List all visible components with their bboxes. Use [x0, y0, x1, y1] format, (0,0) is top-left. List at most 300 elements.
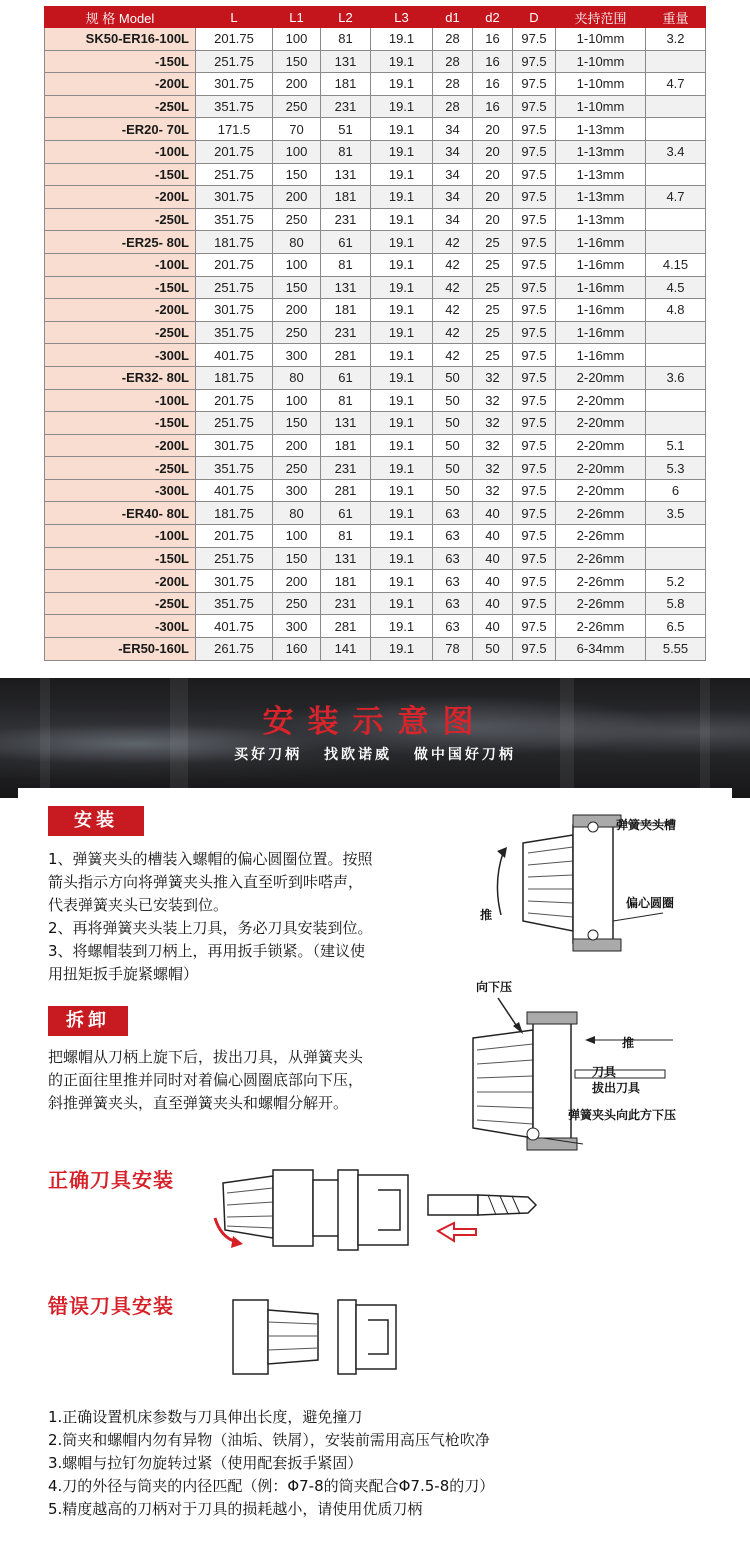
table-cell: 231	[321, 95, 371, 118]
table-cell: 97.5	[513, 253, 556, 276]
model-cell: -150L	[45, 547, 196, 570]
remove-line-3: 斜推弹簧夹头，直至弹簧夹头和螺帽分解开。	[48, 1094, 349, 1112]
table-cell: 81	[321, 28, 371, 51]
table-row	[45, 638, 706, 661]
table-cell: 97.5	[513, 28, 556, 51]
table-cell: 231	[321, 321, 371, 344]
table-cell: 181.75	[196, 502, 273, 525]
banner-title: 安装示意图	[262, 704, 488, 740]
column-header: L1	[273, 7, 321, 28]
table-cell: 19.1	[371, 479, 433, 502]
table-row	[45, 140, 706, 163]
table-cell: 2-20mm	[556, 434, 646, 457]
table-cell: 351.75	[196, 321, 273, 344]
table-cell: 301.75	[196, 186, 273, 209]
table-cell: 19.1	[371, 163, 433, 186]
table-cell: 2-20mm	[556, 366, 646, 389]
table-row	[45, 366, 706, 389]
table-cell: 81	[321, 525, 371, 548]
table-cell	[646, 412, 706, 435]
table-cell: 250	[273, 208, 321, 231]
table-cell: 200	[273, 73, 321, 96]
model-cell: -ER25- 80L	[45, 231, 196, 254]
table-cell: 1-16mm	[556, 344, 646, 367]
table-cell: 19.1	[371, 276, 433, 299]
table-cell: 5.55	[646, 638, 706, 661]
table-cell	[646, 50, 706, 73]
table-cell: 401.75	[196, 615, 273, 638]
table-cell: 5.8	[646, 592, 706, 615]
install-line-4: 2、再将弹簧夹头装上刀具，务必刀具安装到位。	[48, 919, 373, 937]
label-tool: 刀具	[592, 1065, 617, 1079]
model-cell: -200L	[45, 186, 196, 209]
table-cell: 401.75	[196, 344, 273, 367]
table-row	[45, 276, 706, 299]
model-cell: -200L	[45, 73, 196, 96]
model-cell: -200L	[45, 570, 196, 593]
model-cell: -300L	[45, 615, 196, 638]
table-cell: 301.75	[196, 570, 273, 593]
remove-badge: 拆卸	[48, 1006, 128, 1036]
table-cell	[646, 231, 706, 254]
table-cell: 250	[273, 457, 321, 480]
model-cell: -100L	[45, 389, 196, 412]
label-eccentric-circle: 偏心圆圈	[626, 896, 675, 910]
table-cell: 40	[473, 570, 513, 593]
table-cell: 20	[473, 163, 513, 186]
table-cell: 300	[273, 344, 321, 367]
column-header: L2	[321, 7, 371, 28]
install-diagram	[473, 803, 728, 953]
note-item: 3.螺帽与拉钉勿旋转过紧（使用配套扳手紧固）	[48, 1454, 363, 1472]
table-cell: 32	[473, 389, 513, 412]
table-cell: 42	[433, 344, 473, 367]
column-header: d1	[433, 7, 473, 28]
table-cell: 16	[473, 95, 513, 118]
table-row	[45, 389, 706, 412]
table-cell: 351.75	[196, 95, 273, 118]
table-cell: 1-13mm	[556, 163, 646, 186]
table-cell: 63	[433, 502, 473, 525]
model-cell: -150L	[45, 276, 196, 299]
table-cell	[646, 163, 706, 186]
table-cell	[646, 547, 706, 570]
table-cell: 40	[473, 547, 513, 570]
table-cell: 1-13mm	[556, 140, 646, 163]
table-cell: 80	[273, 231, 321, 254]
table-cell: 19.1	[371, 50, 433, 73]
column-header: d2	[473, 7, 513, 28]
table-cell: 51	[321, 118, 371, 141]
table-cell: 351.75	[196, 592, 273, 615]
table-cell: 19.1	[371, 95, 433, 118]
table-cell: 1-10mm	[556, 28, 646, 51]
label-press-down: 向下压	[476, 980, 513, 994]
table-cell	[646, 208, 706, 231]
table-cell: 201.75	[196, 28, 273, 51]
table-cell: 97.5	[513, 231, 556, 254]
table-cell: 131	[321, 50, 371, 73]
model-cell: -250L	[45, 592, 196, 615]
table-cell: 40	[473, 502, 513, 525]
model-cell: -ER20- 70L	[45, 118, 196, 141]
table-row	[45, 457, 706, 480]
table-cell: 19.1	[371, 570, 433, 593]
table-cell: 3.2	[646, 28, 706, 51]
table-cell: 19.1	[371, 299, 433, 322]
table-row	[45, 344, 706, 367]
table-cell: 4.7	[646, 186, 706, 209]
model-cell: -250L	[45, 321, 196, 344]
table-cell: 19.1	[371, 525, 433, 548]
table-cell: 50	[433, 434, 473, 457]
install-line-1: 1、弹簧夹头的槽装入螺帽的偏心圆圈位置。按照	[48, 850, 373, 868]
table-cell: 200	[273, 186, 321, 209]
table-cell: 42	[433, 299, 473, 322]
table-cell: 5.3	[646, 457, 706, 480]
table-cell: 42	[433, 321, 473, 344]
model-cell: -100L	[45, 525, 196, 548]
table-cell: 42	[433, 253, 473, 276]
model-cell: -300L	[45, 479, 196, 502]
table-cell: 40	[473, 615, 513, 638]
table-cell: 1-10mm	[556, 73, 646, 96]
table-cell	[646, 344, 706, 367]
table-cell: 42	[433, 276, 473, 299]
model-cell: SK50-ER16-100L	[45, 28, 196, 51]
model-cell: -ER50-160L	[45, 638, 196, 661]
table-cell: 251.75	[196, 412, 273, 435]
table-cell: 34	[433, 208, 473, 231]
table-cell: 251.75	[196, 50, 273, 73]
table-cell: 81	[321, 140, 371, 163]
table-cell: 19.1	[371, 412, 433, 435]
table-cell: 19.1	[371, 28, 433, 51]
table-cell: 301.75	[196, 434, 273, 457]
table-cell: 251.75	[196, 163, 273, 186]
install-instructions	[48, 848, 373, 986]
table-row	[45, 163, 706, 186]
table-row	[45, 321, 706, 344]
table-cell: 80	[273, 366, 321, 389]
table-cell: 97.5	[513, 479, 556, 502]
table-cell: 250	[273, 321, 321, 344]
table-cell: 131	[321, 547, 371, 570]
table-cell: 40	[473, 525, 513, 548]
table-cell: 150	[273, 412, 321, 435]
table-cell: 40	[473, 592, 513, 615]
table-cell: 181	[321, 570, 371, 593]
table-cell: 32	[473, 434, 513, 457]
table-row	[45, 208, 706, 231]
table-cell: 61	[321, 366, 371, 389]
table-cell: 63	[433, 592, 473, 615]
table-cell: 200	[273, 299, 321, 322]
install-line-5: 3、将螺帽装到刀柄上，再用扳手锁紧。（建议使	[48, 942, 366, 960]
table-cell: 50	[433, 479, 473, 502]
install-line-2: 箭头指示方向将弹簧夹头推入直至听到咔嗒声，	[48, 873, 364, 891]
table-cell: 61	[321, 231, 371, 254]
table-cell: 160	[273, 638, 321, 661]
table-cell: 25	[473, 276, 513, 299]
label-push: 推	[480, 908, 493, 922]
table-cell: 2-26mm	[556, 592, 646, 615]
table-cell: 19.1	[371, 457, 433, 480]
table-cell: 19.1	[371, 140, 433, 163]
table-cell: 300	[273, 479, 321, 502]
table-cell: 281	[321, 479, 371, 502]
table-cell: 63	[433, 547, 473, 570]
table-cell: 1-10mm	[556, 50, 646, 73]
table-cell: 5.2	[646, 570, 706, 593]
table-cell: 201.75	[196, 389, 273, 412]
table-cell: 171.5	[196, 118, 273, 141]
table-row	[45, 525, 706, 548]
model-cell: -200L	[45, 434, 196, 457]
table-cell: 25	[473, 321, 513, 344]
label-pull-tool: 拔出刀具	[592, 1081, 641, 1095]
label-collet-press: 弹簧夹头向此方下压	[568, 1108, 677, 1122]
table-cell: 97.5	[513, 95, 556, 118]
column-header: L	[196, 7, 273, 28]
table-cell: 97.5	[513, 592, 556, 615]
table-cell: 19.1	[371, 186, 433, 209]
banner-slogan	[0, 744, 750, 764]
slogan-part-1: 买好刀柄	[234, 747, 303, 763]
table-cell: 351.75	[196, 208, 273, 231]
table-header-row	[45, 7, 706, 28]
table-cell: 2-26mm	[556, 525, 646, 548]
table-cell: 4.7	[646, 73, 706, 96]
table-cell: 131	[321, 163, 371, 186]
table-row	[45, 434, 706, 457]
table-cell: 1-13mm	[556, 208, 646, 231]
table-cell: 401.75	[196, 479, 273, 502]
table-row	[45, 50, 706, 73]
table-cell: 3.6	[646, 366, 706, 389]
table-cell: 28	[433, 95, 473, 118]
table-cell	[646, 321, 706, 344]
table-cell: 19.1	[371, 615, 433, 638]
install-line-6: 用扭矩扳手旋紧螺帽）	[48, 965, 199, 983]
table-cell: 97.5	[513, 163, 556, 186]
table-cell: 251.75	[196, 547, 273, 570]
table-cell: 19.1	[371, 547, 433, 570]
model-cell: -150L	[45, 50, 196, 73]
table-cell: 50	[473, 638, 513, 661]
table-cell: 97.5	[513, 638, 556, 661]
table-cell: 1-13mm	[556, 186, 646, 209]
remove-instructions	[48, 1046, 363, 1115]
table-cell: 281	[321, 344, 371, 367]
table-cell: 1-13mm	[556, 118, 646, 141]
table-cell: 2-20mm	[556, 457, 646, 480]
label-collet-groove: 弹簧夹头槽	[616, 818, 677, 832]
slogan-part-3: 做中国好刀柄	[413, 747, 516, 763]
table-cell: 2-20mm	[556, 389, 646, 412]
correct-install-heading: 正确刀具安装	[48, 1168, 174, 1192]
table-body	[45, 28, 706, 661]
table-cell: 150	[273, 50, 321, 73]
table-cell: 50	[433, 366, 473, 389]
table-row	[45, 299, 706, 322]
table-cell: 19.1	[371, 231, 433, 254]
table-cell: 150	[273, 163, 321, 186]
table-row	[45, 502, 706, 525]
content-panel	[18, 788, 732, 1546]
table-cell: 97.5	[513, 50, 556, 73]
table-cell: 19.1	[371, 208, 433, 231]
table-cell: 100	[273, 253, 321, 276]
table-cell: 97.5	[513, 412, 556, 435]
install-line-3: 代表弹簧夹头已安装到位。	[48, 896, 229, 914]
table-cell: 100	[273, 140, 321, 163]
table-cell: 2-26mm	[556, 570, 646, 593]
table-row	[45, 73, 706, 96]
model-cell: -150L	[45, 412, 196, 435]
column-header: D	[513, 7, 556, 28]
table-cell: 19.1	[371, 592, 433, 615]
table-row	[45, 118, 706, 141]
table-row	[45, 95, 706, 118]
table-cell: 1-16mm	[556, 253, 646, 276]
table-cell: 25	[473, 299, 513, 322]
table-cell: 28	[433, 73, 473, 96]
table-cell: 4.5	[646, 276, 706, 299]
spec-table	[44, 6, 706, 661]
table-cell: 181	[321, 186, 371, 209]
table-cell: 97.5	[513, 525, 556, 548]
model-cell: -250L	[45, 95, 196, 118]
model-cell: -ER32- 80L	[45, 366, 196, 389]
remove-line-1: 把螺帽从刀柄上旋下后，拔出刀具，从弹簧夹头	[48, 1048, 364, 1066]
table-cell	[646, 118, 706, 141]
table-cell: 97.5	[513, 118, 556, 141]
table-cell: 78	[433, 638, 473, 661]
table-cell: 181	[321, 299, 371, 322]
table-cell: 97.5	[513, 389, 556, 412]
table-cell: 19.1	[371, 344, 433, 367]
model-cell: -250L	[45, 208, 196, 231]
table-cell: 97.5	[513, 344, 556, 367]
table-cell: 28	[433, 50, 473, 73]
table-row	[45, 592, 706, 615]
usage-notes	[48, 1406, 494, 1521]
table-cell: 20	[473, 186, 513, 209]
table-cell: 70	[273, 118, 321, 141]
table-cell: 20	[473, 118, 513, 141]
table-cell: 301.75	[196, 299, 273, 322]
table-cell: 231	[321, 592, 371, 615]
model-cell: -300L	[45, 344, 196, 367]
table-cell: 141	[321, 638, 371, 661]
table-cell: 97.5	[513, 434, 556, 457]
table-cell	[646, 525, 706, 548]
table-cell: 19.1	[371, 253, 433, 276]
table-cell: 97.5	[513, 73, 556, 96]
table-cell: 50	[433, 389, 473, 412]
table-cell: 80	[273, 502, 321, 525]
table-cell: 34	[433, 118, 473, 141]
table-cell: 250	[273, 95, 321, 118]
table-cell: 16	[473, 28, 513, 51]
table-cell: 1-16mm	[556, 231, 646, 254]
table-cell: 97.5	[513, 299, 556, 322]
table-cell: 2-26mm	[556, 502, 646, 525]
table-cell: 81	[321, 253, 371, 276]
table-cell: 131	[321, 276, 371, 299]
table-cell: 61	[321, 502, 371, 525]
note-item: 2.筒夹和螺帽内勿有异物（油垢、铁屑），安装前需用高压气枪吹净	[48, 1431, 490, 1449]
table-cell: 4.8	[646, 299, 706, 322]
table-cell: 19.1	[371, 73, 433, 96]
table-cell: 19.1	[371, 366, 433, 389]
model-cell: -100L	[45, 253, 196, 276]
table-cell: 181.75	[196, 231, 273, 254]
table-cell: 97.5	[513, 615, 556, 638]
table-cell: 4.15	[646, 253, 706, 276]
model-cell: -100L	[45, 140, 196, 163]
table-cell: 181.75	[196, 366, 273, 389]
column-header: 重量	[646, 7, 706, 28]
table-cell: 181	[321, 434, 371, 457]
table-cell: 2-20mm	[556, 412, 646, 435]
table-cell: 25	[473, 344, 513, 367]
note-item: 4.刀的外径与筒夹的内径匹配（例：Φ7-8的筒夹配合Φ7.5-8的刀）	[48, 1477, 495, 1495]
table-cell: 100	[273, 389, 321, 412]
table-cell: 351.75	[196, 457, 273, 480]
table-cell: 201.75	[196, 140, 273, 163]
end-mill-illustration	[418, 1183, 548, 1253]
note-item: 1.正确设置机床参数与刀具伸出长度，避免撞刀	[48, 1408, 363, 1426]
note-item: 5.精度越高的刀柄对于刀具的损耗越小，请使用优质刀柄	[48, 1500, 423, 1518]
column-header: 规 格 Model	[45, 7, 196, 28]
table-cell: 63	[433, 525, 473, 548]
table-cell: 231	[321, 457, 371, 480]
table-cell: 16	[473, 50, 513, 73]
table-cell: 19.1	[371, 434, 433, 457]
table-cell: 97.5	[513, 276, 556, 299]
table-cell: 97.5	[513, 140, 556, 163]
table-cell: 200	[273, 570, 321, 593]
table-cell: 6-34mm	[556, 638, 646, 661]
table-row	[45, 231, 706, 254]
wrong-collet-illustration	[223, 1290, 343, 1385]
table-cell: 201.75	[196, 525, 273, 548]
model-cell: -250L	[45, 457, 196, 480]
table-cell: 19.1	[371, 502, 433, 525]
table-cell: 34	[433, 163, 473, 186]
table-cell: 97.5	[513, 366, 556, 389]
table-cell: 32	[473, 366, 513, 389]
table-cell: 181	[321, 73, 371, 96]
table-cell: 2-20mm	[556, 479, 646, 502]
slogan-part-2: 找欧诺威	[324, 747, 392, 763]
table-cell: 32	[473, 457, 513, 480]
model-cell: -200L	[45, 299, 196, 322]
table-cell	[646, 389, 706, 412]
wrong-nut-illustration	[328, 1290, 408, 1385]
table-row	[45, 186, 706, 209]
table-cell: 251.75	[196, 276, 273, 299]
table-cell: 97.5	[513, 186, 556, 209]
column-header: 夹持范围	[556, 7, 646, 28]
model-cell: -150L	[45, 163, 196, 186]
table-cell: 97.5	[513, 547, 556, 570]
table-cell: 150	[273, 547, 321, 570]
table-cell: 250	[273, 592, 321, 615]
table-cell: 63	[433, 570, 473, 593]
